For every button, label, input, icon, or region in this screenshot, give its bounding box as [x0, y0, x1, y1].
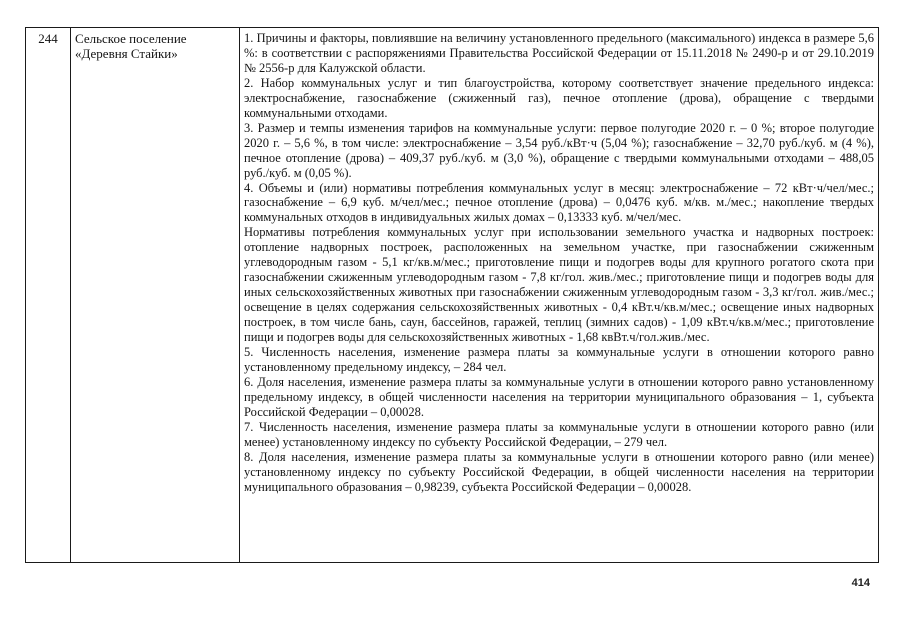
settlement-cell: [71, 28, 240, 563]
row-number-cell: [26, 28, 71, 563]
row-number: 244: [38, 31, 58, 46]
paragraph-5: 5. Численность населения, изменение размера платы за коммунальные услуги в отношении которого равно установленному предельному индексу, – 284 чел.: [244, 345, 874, 374]
paragraph-4: 4. Объемы и (или) нормативы потребления коммунальных услуг в месяц: электроснабжение – 72 кВт·ч/чел/мес.; газоснабжение – 6,9 куб. м/чел/мес.; печное отопление (дрова) – 0,0476 куб. м/кв. м./мес.; накопление твердых коммунальных отходов в индивидуальных жилых домах – 0,13333 куб. м/чел/мес.: [244, 180, 874, 225]
settlement-name: Сельское поселение «Деревня Стайки»: [75, 31, 187, 62]
paragraph-2: 2. Набор коммунальных услуг и тип благоустройства, которому соответствует значение предельного индекса: электроснабжение, газоснабжение (сжиженный газ), печное отопление (дрова), обращение с твердыми коммунальными отходами.: [244, 75, 874, 120]
paragraph-7: 7. Численность населения, изменение размера платы за коммунальные услуги в отношении которого равно (или менее) установленному индексу по субъекту Российской Федерации, – 279 чел.: [244, 419, 874, 449]
table-row: [26, 28, 879, 563]
paragraph-3: 3. Размер и темпы изменения тарифов на коммунальные услуги: первое полугодие 2020 г. – 0 %; второе полугодие 2020 г. – 5,6 %, в том числе: электроснабжение – 3,54 руб./кВт·ч (5,04 %); газоснабжение – 32,70 руб./куб. м (4 %), печное отопление (дрова) – 409,37 руб./куб. м (3,0 %), обращение с твердыми коммунальными отходами – 488,05 руб./куб. м (0,05 %).: [244, 120, 874, 180]
page-number: 414: [851, 577, 870, 589]
paragraph-1: 1. Причины и факторы, повлиявшие на величину установленного предельного (максимального) индекса в размере 5,6 %: в соответствии с распоряжениями Правительства Российской Федерации от 15.11.2018 № 2490-р и от 29.10.2019 № 2556-р для Калужской области.: [244, 31, 874, 75]
document-table: [25, 27, 879, 563]
paragraph-6: 6. Доля населения, изменение размера платы за коммунальные услуги в отношении которого равно установленному предельному индексу, в общей численности населения на территории муниципального образования – 1, субъекта Российской Федерации – 0,00028.: [244, 374, 874, 419]
paragraph-8: 8. Доля населения, изменение размера платы за коммунальные услуги в отношении которого равно (или менее) установленному индексу по субъекту Российской Федерации, в общей численности населения на территории муниципального образования – 0,98239, субъекта Российской Федерации – 0,00028.: [244, 449, 874, 494]
description-cell: [240, 28, 879, 563]
paragraph-norms: Нормативы потребления коммунальных услуг при использовании земельного участка и надворных построек: отопление надворных построек, расположенных на земельном участке, при газоснабжении сжиженным углеводородным газом - 5,1 кг/кв.м/мес.; приготовление пищи и подогрев воды для крупного рогатого скота при газоснабжении сжиженным углеводородным газом - 7,8 кг/гол. жив./мес.; приготовление пищи и подогрев воды для иных сельскохозяйственных животных при газоснабжении сжиженным углеводородным газом - 3,3 кг/гол. жив./мес.; освещение в целях содержания сельскохозяйственных животных - 0,4 кВт.ч/кв.м/мес.; освещение иных надворных построек, в том числе бань, саун, бассейнов, гаражей, теплиц (зимних садов) - 1,09 кВт.ч/кв.м/мес.; приготовление пищи и подогрев воды для сельскохозяйственных животных - 1,68 квВт.ч/гол.жив./мес.: [244, 225, 874, 345]
